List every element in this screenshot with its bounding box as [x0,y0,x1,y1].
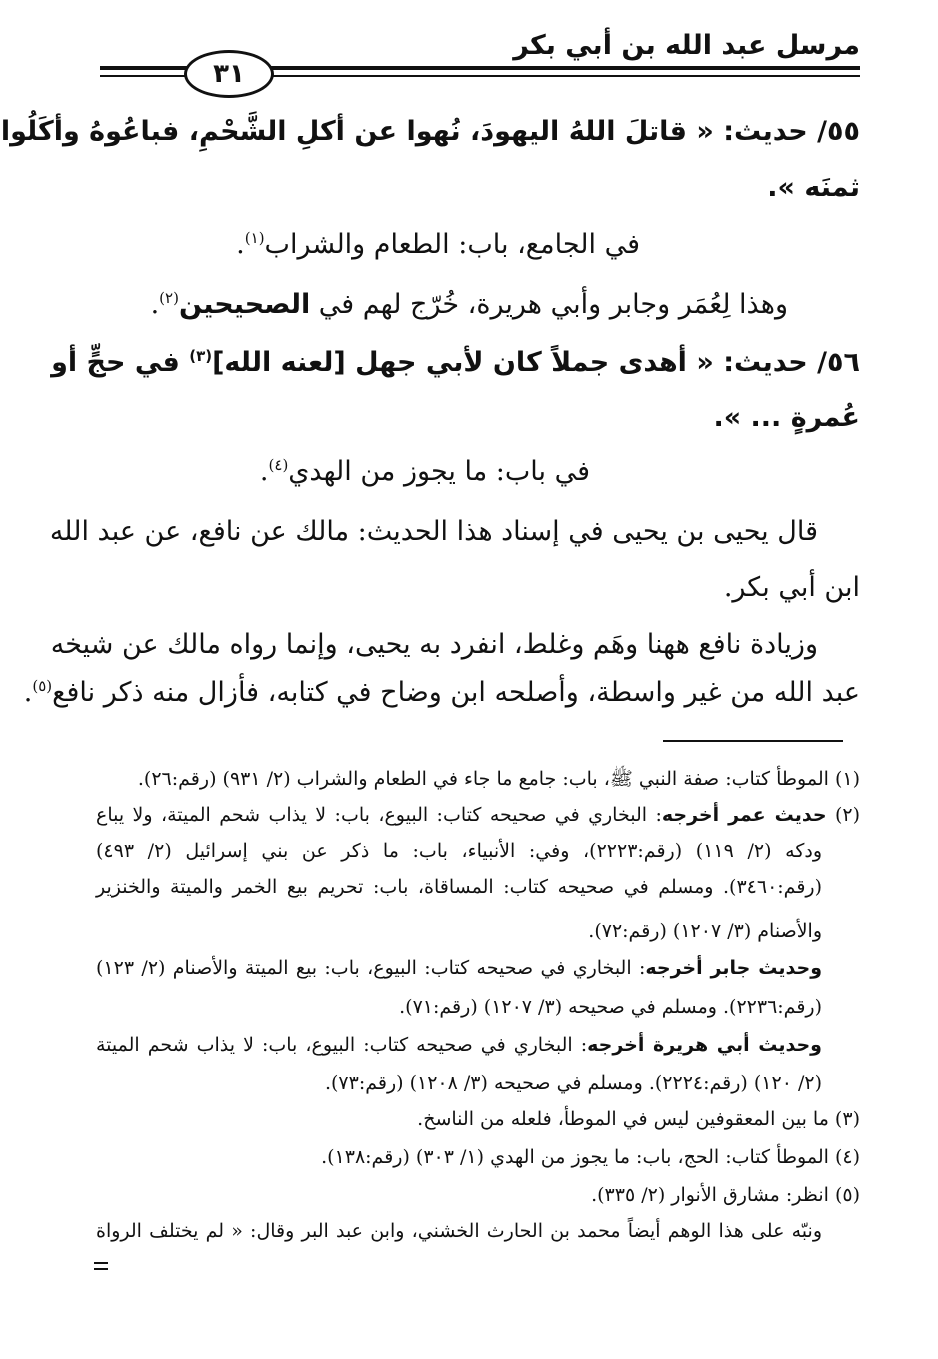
page-number-text: ٣١ [213,59,245,89]
footnote-2-line-3: (رقم:٣٤٦٠). ومسلم في صحيحه كتاب: المساقاة، باب: تحريم بيع الخمر والميتة والخنزير [96,876,822,898]
hadith-56-source [260,452,590,492]
footnote-2-number: (٢) [826,804,860,826]
hadith-55-note-end: . [150,289,160,320]
hadith-55-source-text: في الجامع، باب: الطعام والشراب [264,229,640,260]
hadith-55-source [236,225,640,265]
footnote-ref-4: (٤) [268,456,289,474]
hadith-55-line-1 [0,112,860,152]
hadith-56-text-1a: « أهدى جملاً كان لأبي جهل [لعنه الله] [212,347,724,378]
footnote-2-jabir-line-1 [96,953,822,983]
hadith-56-text-1b: في حجٍّ أو [51,347,190,378]
para-1-line-2: ابن أبي بكر. [723,572,860,603]
footnote-2-abu-bold: وحديث أبي هريرة أخرجه [587,1034,822,1056]
footnote-ref-1: (١) [244,229,265,247]
para-2-text-2: عبد الله من غير واسطة، وأصلحه ابن وضاح في كتابه، فأزال منه ذكر نافع [52,677,860,708]
hadith-55-label: ٥٥/ حديث: [723,116,860,147]
para-2-end: . [23,677,33,708]
footnote-2-jabir-text-a: : البخاري في صحيحه كتاب: البيوع، باب: بيع الميتة والأصنام (٢/ ١٢٣) [96,957,646,979]
hadith-55-line-2: ثمنَه ». [767,172,860,203]
hadith-56-source-text: في باب: ما يجوز من الهدي [288,456,590,487]
hadith-55-note-text: وهذا لِعُمَر وجابر وأبي هريرة، خُرّج لهم في [310,289,788,320]
page-number [184,50,274,98]
footnote-5: (٥) انظر: مشارق الأنوار (٢/ ٣٣٥). [591,1184,860,1206]
hadith-55-source-end: . [236,229,245,260]
hadith-55-note [151,285,788,325]
para-2-line-1: وزيادة نافع ههنا وهَم وغلط، انفرد به يحيى، وإنما رواه مالك عن شيخه [50,629,818,660]
footnote-2-text-a: : البخاري في صحيحه كتاب: البيوع، باب: لا يذاب شحم الميتة، ولا يباع [96,804,662,826]
footnote-3: (٣) ما بين المعقوفين ليس في الموطأ، فلعله من الناسخ. [417,1108,860,1130]
hadith-56-source-end: . [259,456,269,487]
footnote-2-jabir-line-2: (رقم:٢٢٣٦). ومسلم في صحيحه (٣/ ١٢٠٧) (رقم:٧١). [399,996,822,1018]
footnote-ref-3: (٣) [189,347,213,365]
footnote-2-abu-line-1 [96,1030,822,1060]
para-1-line-1: قال يحيى بن يحيى في إسناد هذا الحديث: مالك عن نافع، عن عبد الله [49,516,818,547]
hadith-56-line-2: عُمرةٍ ... ». [713,402,860,433]
footnote-1: (١) الموطأ كتاب: صفة النبي ﷺ، باب: جامع ما جاء في الطعام والشراب (٢/ ٩٣١) (رقم:٢٦). [137,768,860,790]
sahihayn-bold: الصحيحين [178,289,311,320]
hadith-56-label: ٥٦/ حديث: [723,347,860,378]
footnote-2-abu-text-a: : البخاري في صحيحه كتاب: البيوع، باب: لا يذاب شحم الميتة [96,1034,588,1056]
footnote-5-continuation: ونبّه على هذا الوهم أيضاً محمد بن الحارث الخشني، وابن عبد البر وقال: « لم يختلف الرواة [96,1220,822,1242]
footnote-2-jabir-bold: وحديث جابر أخرجه [645,957,822,979]
footnote-separator [663,740,843,742]
continuation-mark [94,1262,108,1274]
footnote-ref-2: (٢) [159,289,179,307]
footnote-4: (٤) الموطأ كتاب: الحج، باب: ما يجوز من الهدي (١/ ٣٠٣) (رقم:١٣٨). [321,1146,860,1168]
running-title: مرسل عبد الله بن أبي بكر [513,30,860,61]
footnote-2-abu-line-2: (٢/ ١٢٠) (رقم:٢٢٢٤). ومسلم في صحيحه (٣/ ١٢٠٨) (رقم:٧٣). [324,1072,822,1094]
footnote-2-line-2: ودكه (٢/ ١١٩) (رقم:٢٢٢٣)، وفي: الأنبياء، باب: ما ذكر عن بني إسرائيل (٢/ ٤٩٣) [96,840,822,862]
para-2-line-2 [23,673,860,713]
hadith-55-text-1: « قاتلَ اللهُ اليهودَ، نُهوا عن أكلِ الشَّحْمِ، فباعُوهُ وأكَلُوا [0,116,724,147]
hadith-56-line-1 [51,343,860,383]
footnote-2-line-1 [96,800,860,830]
footnote-2-bold: حديث عمر أخرجه [661,804,827,826]
footnote-ref-5: (٥) [32,677,53,695]
footnote-2-line-4: والأصنام (٣/ ١٢٠٧) (رقم:٧٢). [588,920,822,942]
